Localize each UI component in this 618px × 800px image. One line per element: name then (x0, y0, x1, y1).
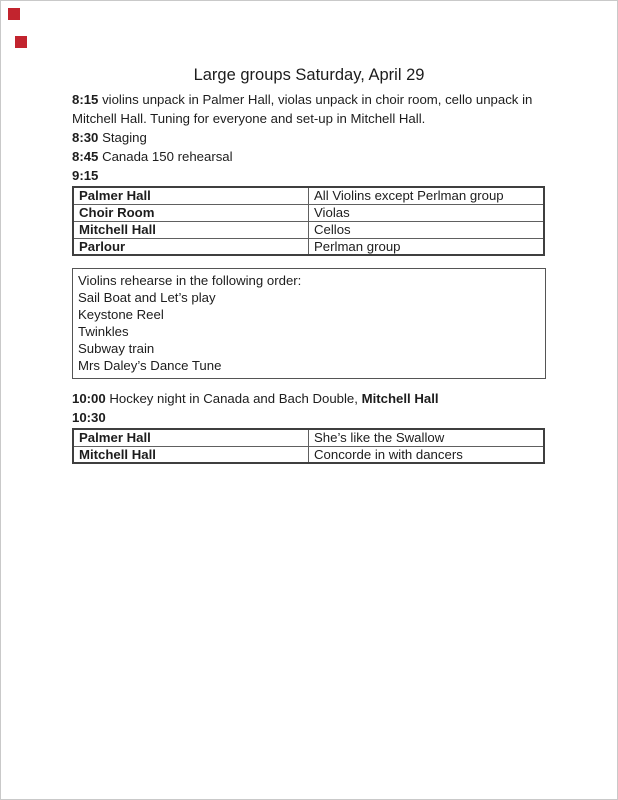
schedule-entry-830 (72, 128, 546, 147)
table-row (73, 238, 544, 255)
schedule-text: Staging (98, 130, 147, 145)
room-cell: Mitchell Hall (73, 221, 309, 238)
blank-area (72, 464, 546, 465)
assignment-cell: All Violins except Perlman group (309, 187, 545, 204)
schedule-text: Canada 150 rehearsal (98, 149, 233, 164)
assignment-cell: Cellos (309, 221, 545, 238)
rehearsal-order-heading: Violins rehearse in the following order: (78, 273, 302, 288)
assignment-cell: Perlman group (309, 238, 545, 255)
assignment-cell: She’s like the Swallow (309, 429, 545, 446)
broken-image-icon (8, 8, 20, 20)
room-cell: Choir Room (73, 204, 309, 221)
table-row (73, 446, 544, 463)
late-schedule-paragraph (72, 389, 546, 427)
rehearsal-order-box (72, 268, 546, 379)
rehearsal-order-item: Subway train (78, 341, 155, 356)
assignment-cell: Concorde in with dancers (309, 446, 545, 463)
location-label: Mitchell Hall (361, 391, 439, 406)
schedule-text: Hockey night in Canada and Bach Double, (105, 391, 362, 406)
rehearsal-order-item: Twinkles (78, 324, 129, 339)
schedule-entry-1030: 10:30 (72, 410, 106, 425)
table-row (73, 187, 544, 204)
rehearsal-order-item: Sail Boat and Let’s play (78, 290, 216, 305)
schedule-entry-815 (72, 90, 546, 109)
room-cell: Palmer Hall (73, 429, 309, 446)
time-label: 8:45 (72, 149, 99, 164)
assignment-cell: Violas (309, 204, 545, 221)
page-title: Large groups Saturday, April 29 (193, 66, 425, 84)
table-row (73, 204, 544, 221)
schedule-entry-815-continued: Mitchell Hall. Tuning for everyone and set-up in Mitchell Hall. (72, 111, 426, 126)
table-row (73, 429, 544, 446)
document-body (72, 0, 546, 465)
room-cell: Palmer Hall (73, 187, 309, 204)
room-assignment-table-1030 (72, 428, 545, 464)
time-label: 8:30 (72, 130, 99, 145)
schedule-paragraph (72, 90, 546, 185)
room-cell: Parlour (73, 238, 309, 255)
schedule-text: violins unpack in Palmer Hall, violas unpack in choir room, cello unpack in (98, 92, 533, 107)
schedule-entry-1000 (72, 389, 546, 408)
table-row (73, 221, 544, 238)
rehearsal-order-item: Keystone Reel (78, 307, 164, 322)
time-label: 8:15 (72, 92, 99, 107)
schedule-entry-845 (72, 147, 546, 166)
room-assignment-table-915 (72, 186, 545, 256)
schedule-entry-915: 9:15 (72, 168, 99, 183)
room-cell: Mitchell Hall (73, 446, 309, 463)
broken-image-icon (15, 36, 27, 48)
rehearsal-order-item: Mrs Daley’s Dance Tune (78, 358, 222, 373)
time-label: 10:00 (72, 391, 106, 406)
